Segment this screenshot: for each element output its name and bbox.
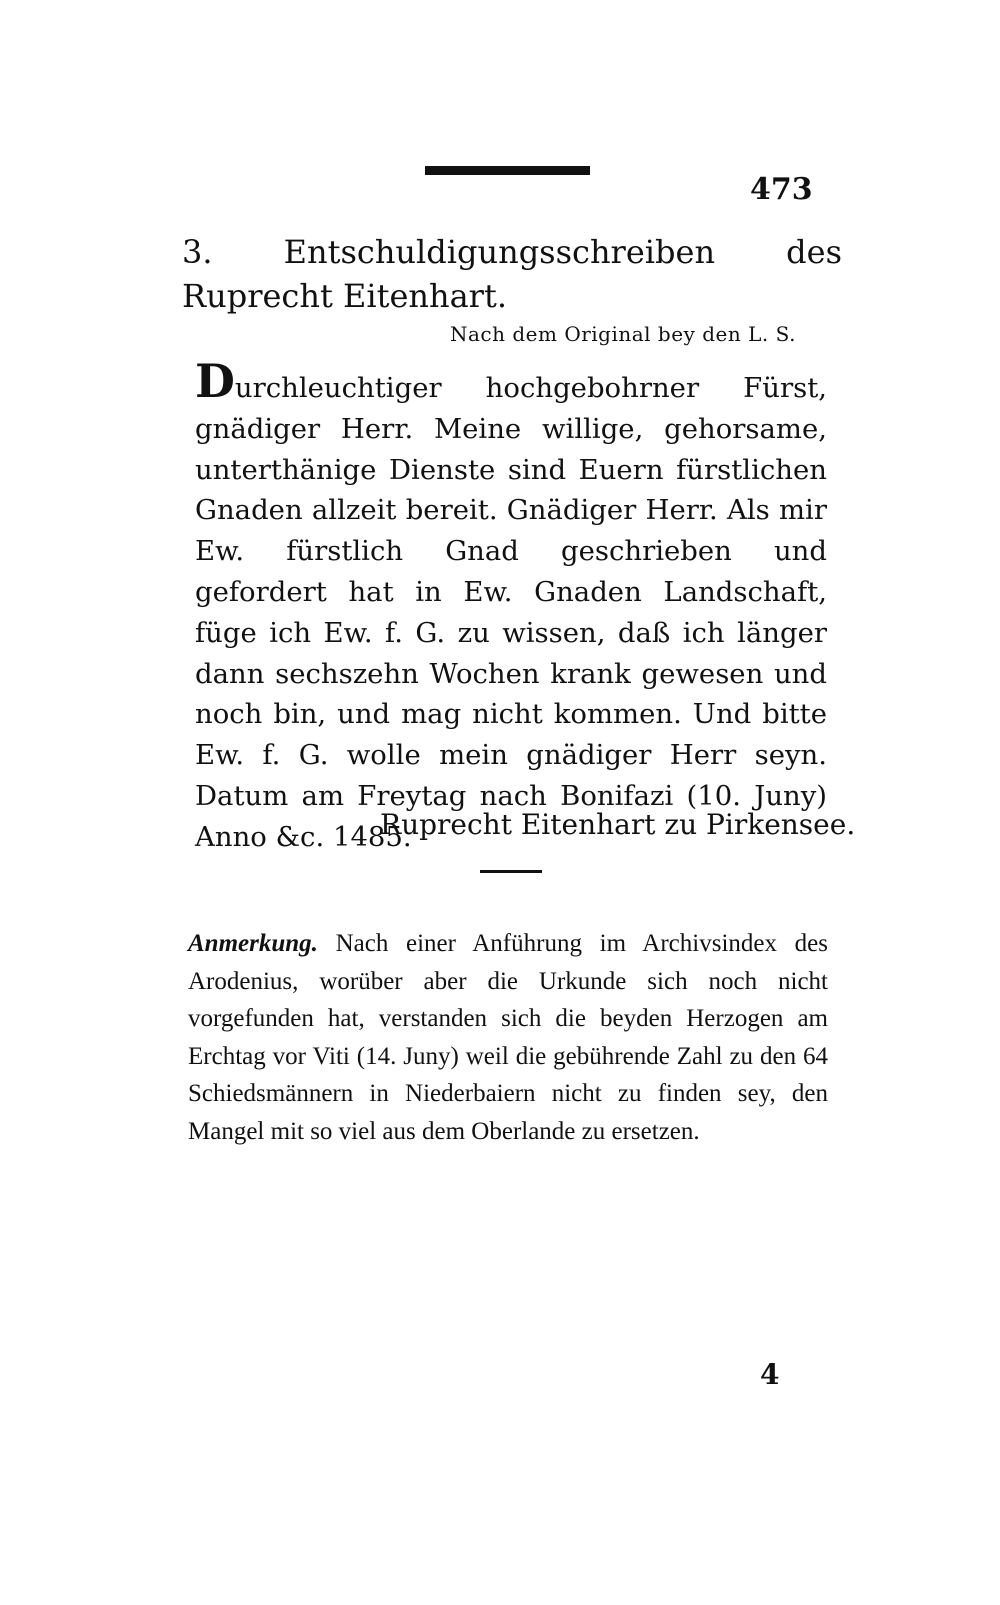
header-rule [425, 166, 590, 175]
footnote [188, 925, 828, 1151]
footnote-label: Anmerkung. [188, 930, 318, 957]
letter-text [195, 354, 827, 858]
catchword: 4 [760, 1358, 780, 1391]
footnote-body: Nach einer Anführung im Archivsindex des Arodenius, worüber aber die Urkunde sich noch nicht vorgefunden hat, verstanden sich die beyden Herzogen am Erchtag vor Viti (14. Juny) weil die gebührende Zahl zu den 64 Schiedsmännern in Niederbaiern nicht zu finden sey, den Mangel mit so viel aus dem Oberlande zu ersetzen. [188, 930, 828, 1145]
letter-body: urchleuchtiger hochgebohrner Fürst, gnädiger Herr. Meine willige, gehorsame, unterthänige Dienste sind Euern fürstlichen Gnaden allzeit bereit. Gnädiger Herr. Als mir Ew. fürstlich Gnad geschrieben und gefordert hat in Ew. Gnaden Landschaft, füge ich Ew. f. G. zu wissen, daß ich länger dann sechszehn Wochen krank gewesen und noch bin, und mag nicht kommen. Und bitte Ew. f. G. wolle mein gnädiger Herr seyn. Datum am Freytag nach Bonifazi (10. Juny) Anno &c. 1485. [195, 372, 827, 853]
page-number: 473 [750, 172, 813, 207]
signature: Ruprecht Eitenhart zu Pirkensee. [380, 808, 856, 841]
section-heading: 3. Entschuldigungsschreiben des Ruprecht Eitenhart. [182, 233, 842, 315]
drop-cap: D [195, 354, 235, 408]
section-divider [480, 870, 542, 873]
source-note: Nach dem Original bey den L. S. [450, 322, 796, 346]
